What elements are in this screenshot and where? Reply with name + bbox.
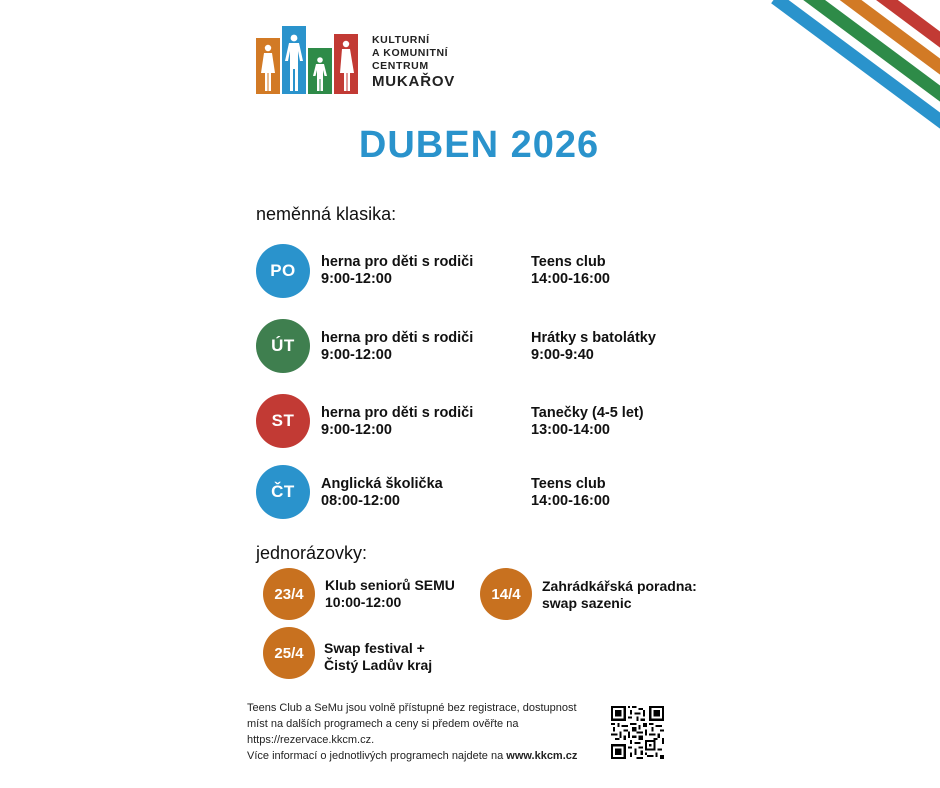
footer-link-rezervace[interactable]: https://rezervace.kkcm.cz. bbox=[247, 734, 375, 746]
event-detail: Čistý Ladův kraj bbox=[324, 657, 433, 673]
footer-line: Teens Club a SeMu jsou volně přístupné bez registrace, dostupnost bbox=[247, 702, 577, 714]
footer-line: míst na dalších programech a ceny si předem ověřte na bbox=[247, 718, 519, 730]
schedule-item bbox=[531, 254, 610, 288]
event-name: Swap festival + bbox=[324, 640, 425, 656]
event-name: herna pro děti s rodiči bbox=[321, 254, 474, 270]
oneoff-item bbox=[325, 577, 455, 611]
logo-text bbox=[372, 34, 455, 91]
family-logo-icon bbox=[256, 26, 358, 96]
qr-code-icon[interactable] bbox=[611, 706, 664, 759]
event-time: 08:00-12:00 bbox=[321, 493, 400, 509]
event-time: 14:00-16:00 bbox=[531, 271, 610, 287]
footer-link-kkcm[interactable]: www.kkcm.cz bbox=[506, 750, 578, 762]
schedule-item bbox=[321, 405, 473, 439]
schedule-item bbox=[531, 476, 610, 510]
event-time: 9:00-9:40 bbox=[531, 347, 594, 363]
footer-note bbox=[247, 700, 597, 764]
event-time: 10:00-12:00 bbox=[325, 594, 402, 610]
day-circle-st: ST bbox=[256, 394, 310, 448]
event-name: Anglická školička bbox=[321, 476, 443, 492]
oneoff-section-label: jednorázovky: bbox=[256, 543, 368, 563]
event-name: herna pro děti s rodiči bbox=[321, 330, 474, 346]
logo bbox=[256, 26, 476, 96]
event-name: Hrátky s batolátky bbox=[531, 330, 656, 346]
event-name: Klub seniorů SEMU bbox=[325, 577, 455, 593]
day-circle-po: PO bbox=[256, 244, 310, 298]
day-circle-ut: ÚT bbox=[256, 319, 310, 373]
schedule-item bbox=[531, 330, 656, 364]
footer-line: Více informací o jednotlivých programech najdete na www.kkcm.cz bbox=[247, 750, 578, 762]
logo-line-3: CENTRUM bbox=[372, 60, 429, 72]
schedule-item bbox=[321, 476, 443, 510]
event-name: Zahrádkářská poradna: bbox=[542, 578, 697, 594]
schedule-item bbox=[321, 330, 473, 364]
event-detail: swap sazenic bbox=[542, 595, 632, 611]
event-name: Tanečky (4-5 let) bbox=[531, 405, 644, 421]
event-name: herna pro děti s rodiči bbox=[321, 405, 474, 421]
logo-line-4: MUKAŘOV bbox=[372, 73, 456, 90]
event-name: Teens club bbox=[531, 254, 606, 270]
date-circle: 25/4 bbox=[263, 627, 315, 679]
page-title: DUBEN 2026 bbox=[358, 124, 600, 166]
oneoff-item bbox=[542, 578, 697, 612]
logo-line-1: KULTURNÍ bbox=[372, 34, 430, 46]
day-circle-ct: ČT bbox=[256, 465, 310, 519]
event-time: 9:00-12:00 bbox=[321, 347, 392, 363]
logo-line-2: A KOMUNITNÍ bbox=[372, 47, 449, 59]
schedule-item bbox=[321, 254, 473, 288]
schedule-item bbox=[531, 405, 644, 439]
regular-section-label: neměnná klasika: bbox=[256, 204, 397, 224]
event-time: 9:00-12:00 bbox=[321, 271, 392, 287]
oneoff-item bbox=[324, 640, 432, 674]
event-time: 13:00-14:00 bbox=[531, 422, 610, 438]
event-time: 9:00-12:00 bbox=[321, 422, 392, 438]
event-name: Teens club bbox=[531, 476, 606, 492]
event-time: 14:00-16:00 bbox=[531, 493, 610, 509]
date-circle: 23/4 bbox=[263, 568, 315, 620]
date-circle: 14/4 bbox=[480, 568, 532, 620]
